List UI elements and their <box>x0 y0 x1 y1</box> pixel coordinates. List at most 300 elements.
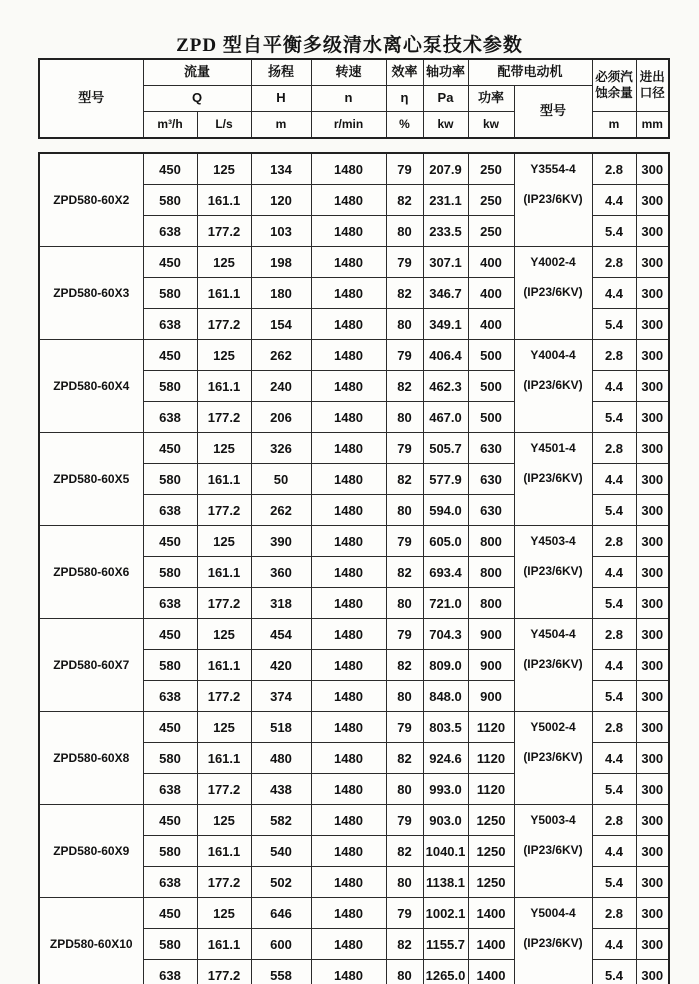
value-cell-h: 390 <box>251 526 311 557</box>
value-cell-n: 1480 <box>311 681 386 712</box>
value-cell-q_m3h: 450 <box>143 712 197 743</box>
value-cell-dn: 300 <box>636 836 669 867</box>
value-cell-q_m3h: 450 <box>143 805 197 836</box>
value-cell-n: 1480 <box>311 743 386 774</box>
value-cell-n: 1480 <box>311 650 386 681</box>
value-cell-npsh: 4.4 <box>592 557 636 588</box>
value-cell-q_ls: 177.2 <box>197 402 251 433</box>
value-cell-dn: 300 <box>636 557 669 588</box>
spec-row <box>39 247 669 278</box>
value-cell-dn: 300 <box>636 960 669 984</box>
value-cell-npsh: 2.8 <box>592 898 636 929</box>
value-cell-eta: 82 <box>386 278 423 309</box>
value-cell-h: 374 <box>251 681 311 712</box>
unit-npsh: m <box>592 112 636 139</box>
value-cell-q_m3h: 580 <box>143 464 197 495</box>
col-header-shaft-power: 轴功率 <box>423 59 468 86</box>
value-cell-dn: 300 <box>636 929 669 960</box>
value-cell-h: 240 <box>251 371 311 402</box>
spec-row <box>39 340 669 371</box>
value-cell-pa: 406.4 <box>423 340 468 371</box>
value-cell-q_m3h: 580 <box>143 743 197 774</box>
symbol-head: H <box>251 86 311 112</box>
value-cell-q_ls: 161.1 <box>197 557 251 588</box>
motor-enclosure: (IP23/6KV) <box>523 564 583 578</box>
value-cell-q_ls: 161.1 <box>197 278 251 309</box>
value-cell-pa: 233.5 <box>423 216 468 247</box>
value-cell-dn: 300 <box>636 309 669 340</box>
value-cell-npsh: 2.8 <box>592 712 636 743</box>
value-cell-n: 1480 <box>311 278 386 309</box>
value-cell-kw: 800 <box>468 526 514 557</box>
unit-flow-m3h: m³/h <box>143 112 197 139</box>
symbol-flow: Q <box>143 86 251 112</box>
value-cell-q_m3h: 450 <box>143 898 197 929</box>
value-cell-dn: 300 <box>636 526 669 557</box>
value-cell-eta: 80 <box>386 309 423 340</box>
col-header-flow: 流量 <box>143 59 251 86</box>
value-cell-n: 1480 <box>311 774 386 805</box>
value-cell-n: 1480 <box>311 309 386 340</box>
value-cell-n: 1480 <box>311 805 386 836</box>
value-cell-eta: 79 <box>386 898 423 929</box>
value-cell-q_ls: 125 <box>197 805 251 836</box>
value-cell-dn: 300 <box>636 153 669 185</box>
value-cell-q_ls: 161.1 <box>197 929 251 960</box>
value-cell-dn: 300 <box>636 650 669 681</box>
value-cell-h: 360 <box>251 557 311 588</box>
value-cell-h: 600 <box>251 929 311 960</box>
port-label-line1: 进出 <box>639 69 665 84</box>
pump-model-cell: ZPD580-60X7 <box>39 619 143 712</box>
value-cell-eta: 82 <box>386 464 423 495</box>
value-cell-kw: 630 <box>468 495 514 526</box>
spec-row <box>39 433 669 464</box>
value-cell-q_ls: 177.2 <box>197 681 251 712</box>
motor-model-cell <box>514 247 592 340</box>
motor-model-cell <box>514 712 592 805</box>
value-cell-q_ls: 177.2 <box>197 495 251 526</box>
value-cell-q_ls: 125 <box>197 247 251 278</box>
value-cell-kw: 1120 <box>468 774 514 805</box>
motor-enclosure: (IP23/6KV) <box>523 285 583 299</box>
value-cell-npsh: 4.4 <box>592 185 636 216</box>
value-cell-dn: 300 <box>636 681 669 712</box>
value-cell-dn: 300 <box>636 278 669 309</box>
value-cell-h: 318 <box>251 588 311 619</box>
pump-model-cell: ZPD580-60X4 <box>39 340 143 433</box>
value-cell-kw: 250 <box>468 216 514 247</box>
value-cell-kw: 1400 <box>468 960 514 984</box>
value-cell-npsh: 5.4 <box>592 588 636 619</box>
motor-model-cell <box>514 153 592 247</box>
pump-model-cell: ZPD580-60X10 <box>39 898 143 984</box>
motor-enclosure: (IP23/6KV) <box>523 750 583 764</box>
value-cell-q_m3h: 638 <box>143 402 197 433</box>
value-cell-dn: 300 <box>636 619 669 650</box>
value-cell-q_m3h: 580 <box>143 836 197 867</box>
value-cell-q_ls: 177.2 <box>197 774 251 805</box>
value-cell-q_ls: 161.1 <box>197 464 251 495</box>
value-cell-eta: 79 <box>386 619 423 650</box>
value-cell-kw: 500 <box>468 402 514 433</box>
value-cell-h: 103 <box>251 216 311 247</box>
value-cell-npsh: 2.8 <box>592 340 636 371</box>
value-cell-npsh: 4.4 <box>592 464 636 495</box>
value-cell-pa: 207.9 <box>423 153 468 185</box>
value-cell-kw: 1250 <box>468 836 514 867</box>
value-cell-kw: 1400 <box>468 898 514 929</box>
value-cell-q_ls: 161.1 <box>197 371 251 402</box>
unit-speed: r/min <box>311 112 386 139</box>
value-cell-q_ls: 125 <box>197 619 251 650</box>
motor-model: Y5004-4 <box>530 906 576 920</box>
motor-model: Y4004-4 <box>530 348 576 362</box>
value-cell-npsh: 4.4 <box>592 743 636 774</box>
value-cell-h: 502 <box>251 867 311 898</box>
value-cell-npsh: 5.4 <box>592 216 636 247</box>
value-cell-pa: 924.6 <box>423 743 468 774</box>
value-cell-q_ls: 177.2 <box>197 588 251 619</box>
value-cell-npsh: 5.4 <box>592 402 636 433</box>
symbol-efficiency: η <box>386 86 423 112</box>
value-cell-npsh: 2.8 <box>592 153 636 185</box>
value-cell-q_m3h: 450 <box>143 433 197 464</box>
spec-table-header <box>38 58 670 139</box>
motor-model: Y4504-4 <box>530 627 576 641</box>
value-cell-h: 582 <box>251 805 311 836</box>
value-cell-q_ls: 125 <box>197 526 251 557</box>
header-row-1 <box>39 59 669 86</box>
value-cell-dn: 300 <box>636 185 669 216</box>
motor-model-cell <box>514 526 592 619</box>
spec-table-body <box>39 153 669 984</box>
col-header-motor-model: 型号 <box>514 86 592 139</box>
col-header-pump-model: 型号 <box>39 59 143 138</box>
value-cell-q_m3h: 638 <box>143 309 197 340</box>
value-cell-h: 518 <box>251 712 311 743</box>
value-cell-pa: 1265.0 <box>423 960 468 984</box>
value-cell-dn: 300 <box>636 898 669 929</box>
value-cell-npsh: 4.4 <box>592 278 636 309</box>
spec-table <box>38 152 670 984</box>
value-cell-n: 1480 <box>311 712 386 743</box>
value-cell-h: 120 <box>251 185 311 216</box>
motor-model: Y3554-4 <box>530 162 576 176</box>
value-cell-q_m3h: 638 <box>143 495 197 526</box>
value-cell-kw: 630 <box>468 433 514 464</box>
pump-model-cell: ZPD580-60X8 <box>39 712 143 805</box>
value-cell-h: 646 <box>251 898 311 929</box>
value-cell-kw: 900 <box>468 681 514 712</box>
pump-model-cell: ZPD580-60X6 <box>39 526 143 619</box>
value-cell-eta: 80 <box>386 867 423 898</box>
symbol-speed: n <box>311 86 386 112</box>
value-cell-q_ls: 125 <box>197 153 251 185</box>
value-cell-q_ls: 177.2 <box>197 309 251 340</box>
value-cell-q_ls: 177.2 <box>197 216 251 247</box>
value-cell-q_m3h: 450 <box>143 247 197 278</box>
motor-model-cell <box>514 340 592 433</box>
motor-enclosure: (IP23/6KV) <box>523 192 583 206</box>
value-cell-h: 50 <box>251 464 311 495</box>
spec-row <box>39 712 669 743</box>
value-cell-eta: 80 <box>386 402 423 433</box>
value-cell-h: 206 <box>251 402 311 433</box>
value-cell-pa: 704.3 <box>423 619 468 650</box>
motor-model-cell <box>514 898 592 984</box>
value-cell-n: 1480 <box>311 247 386 278</box>
value-cell-eta: 80 <box>386 216 423 247</box>
value-cell-h: 198 <box>251 247 311 278</box>
value-cell-kw: 250 <box>468 185 514 216</box>
value-cell-pa: 505.7 <box>423 433 468 464</box>
value-cell-q_m3h: 450 <box>143 153 197 185</box>
value-cell-pa: 307.1 <box>423 247 468 278</box>
value-cell-n: 1480 <box>311 898 386 929</box>
value-cell-npsh: 2.8 <box>592 526 636 557</box>
pump-model-cell: ZPD580-60X9 <box>39 805 143 898</box>
value-cell-q_ls: 161.1 <box>197 836 251 867</box>
value-cell-pa: 577.9 <box>423 464 468 495</box>
page-title: ZPD 型自平衡多级清水离心泵技术参数 <box>176 35 523 56</box>
value-cell-n: 1480 <box>311 464 386 495</box>
value-cell-q_m3h: 580 <box>143 929 197 960</box>
value-cell-h: 262 <box>251 495 311 526</box>
value-cell-h: 454 <box>251 619 311 650</box>
value-cell-kw: 900 <box>468 619 514 650</box>
value-cell-eta: 79 <box>386 805 423 836</box>
value-cell-kw: 400 <box>468 278 514 309</box>
value-cell-n: 1480 <box>311 836 386 867</box>
value-cell-q_m3h: 638 <box>143 867 197 898</box>
value-cell-q_m3h: 638 <box>143 960 197 984</box>
npsh-label-line1: 必须汽 <box>595 69 633 84</box>
value-cell-pa: 594.0 <box>423 495 468 526</box>
col-header-motor-group: 配带电动机 <box>468 59 592 86</box>
value-cell-pa: 721.0 <box>423 588 468 619</box>
value-cell-pa: 349.1 <box>423 309 468 340</box>
value-cell-dn: 300 <box>636 588 669 619</box>
value-cell-q_ls: 177.2 <box>197 867 251 898</box>
value-cell-q_m3h: 450 <box>143 526 197 557</box>
value-cell-q_ls: 161.1 <box>197 185 251 216</box>
value-cell-dn: 300 <box>636 805 669 836</box>
value-cell-n: 1480 <box>311 557 386 588</box>
motor-model: Y4501-4 <box>530 441 576 455</box>
value-cell-eta: 82 <box>386 557 423 588</box>
npsh-label-line2: 蚀余量 <box>595 85 633 100</box>
value-cell-q_m3h: 638 <box>143 588 197 619</box>
value-cell-kw: 800 <box>468 588 514 619</box>
value-cell-pa: 605.0 <box>423 526 468 557</box>
value-cell-pa: 903.0 <box>423 805 468 836</box>
value-cell-pa: 1155.7 <box>423 929 468 960</box>
value-cell-eta: 79 <box>386 712 423 743</box>
value-cell-n: 1480 <box>311 433 386 464</box>
col-header-speed: 转速 <box>311 59 386 86</box>
value-cell-dn: 300 <box>636 402 669 433</box>
motor-model-cell <box>514 433 592 526</box>
value-cell-n: 1480 <box>311 402 386 433</box>
value-cell-pa: 1138.1 <box>423 867 468 898</box>
value-cell-n: 1480 <box>311 929 386 960</box>
value-cell-kw: 1400 <box>468 929 514 960</box>
pump-model-cell: ZPD580-60X5 <box>39 433 143 526</box>
col-header-npsh <box>592 59 636 112</box>
value-cell-h: 154 <box>251 309 311 340</box>
value-cell-q_ls: 177.2 <box>197 960 251 984</box>
value-cell-kw: 500 <box>468 371 514 402</box>
spec-row <box>39 619 669 650</box>
value-cell-eta: 80 <box>386 681 423 712</box>
value-cell-pa: 693.4 <box>423 557 468 588</box>
unit-motor-power: kw <box>468 112 514 139</box>
spec-row <box>39 898 669 929</box>
value-cell-eta: 79 <box>386 153 423 185</box>
spec-row <box>39 153 669 185</box>
symbol-shaft-power: Pa <box>423 86 468 112</box>
spec-row <box>39 526 669 557</box>
unit-shaft-power: kw <box>423 112 468 139</box>
col-header-port <box>636 59 669 112</box>
value-cell-h: 480 <box>251 743 311 774</box>
value-cell-eta: 82 <box>386 929 423 960</box>
value-cell-q_ls: 125 <box>197 712 251 743</box>
value-cell-dn: 300 <box>636 743 669 774</box>
value-cell-npsh: 5.4 <box>592 681 636 712</box>
value-cell-pa: 346.7 <box>423 278 468 309</box>
value-cell-q_ls: 161.1 <box>197 650 251 681</box>
value-cell-n: 1480 <box>311 960 386 984</box>
value-cell-dn: 300 <box>636 216 669 247</box>
value-cell-npsh: 5.4 <box>592 960 636 984</box>
value-cell-kw: 400 <box>468 309 514 340</box>
value-cell-n: 1480 <box>311 371 386 402</box>
value-cell-q_ls: 125 <box>197 340 251 371</box>
value-cell-eta: 82 <box>386 185 423 216</box>
value-cell-npsh: 2.8 <box>592 619 636 650</box>
value-cell-n: 1480 <box>311 588 386 619</box>
value-cell-pa: 1040.1 <box>423 836 468 867</box>
value-cell-eta: 82 <box>386 650 423 681</box>
value-cell-kw: 1120 <box>468 712 514 743</box>
value-cell-q_m3h: 580 <box>143 185 197 216</box>
value-cell-h: 134 <box>251 153 311 185</box>
unit-flow-ls: L/s <box>197 112 251 139</box>
value-cell-h: 262 <box>251 340 311 371</box>
value-cell-kw: 900 <box>468 650 514 681</box>
value-cell-eta: 79 <box>386 247 423 278</box>
motor-model: Y5003-4 <box>530 813 576 827</box>
value-cell-eta: 79 <box>386 340 423 371</box>
value-cell-pa: 993.0 <box>423 774 468 805</box>
motor-model-cell <box>514 805 592 898</box>
value-cell-pa: 1002.1 <box>423 898 468 929</box>
port-label-line2: 口径 <box>639 85 665 100</box>
value-cell-dn: 300 <box>636 712 669 743</box>
value-cell-q_ls: 161.1 <box>197 743 251 774</box>
motor-model: Y5002-4 <box>530 720 576 734</box>
value-cell-h: 558 <box>251 960 311 984</box>
value-cell-q_m3h: 580 <box>143 371 197 402</box>
value-cell-dn: 300 <box>636 340 669 371</box>
value-cell-kw: 250 <box>468 153 514 185</box>
value-cell-eta: 82 <box>386 836 423 867</box>
value-cell-eta: 80 <box>386 774 423 805</box>
unit-efficiency: % <box>386 112 423 139</box>
value-cell-q_m3h: 580 <box>143 557 197 588</box>
motor-model-cell <box>514 619 592 712</box>
value-cell-dn: 300 <box>636 495 669 526</box>
value-cell-dn: 300 <box>636 433 669 464</box>
value-cell-n: 1480 <box>311 340 386 371</box>
value-cell-q_m3h: 450 <box>143 619 197 650</box>
motor-model: Y4503-4 <box>530 534 576 548</box>
value-cell-n: 1480 <box>311 185 386 216</box>
value-cell-npsh: 4.4 <box>592 650 636 681</box>
value-cell-q_m3h: 638 <box>143 774 197 805</box>
value-cell-h: 180 <box>251 278 311 309</box>
value-cell-q_m3h: 638 <box>143 216 197 247</box>
value-cell-pa: 848.0 <box>423 681 468 712</box>
value-cell-eta: 82 <box>386 371 423 402</box>
pump-model-cell: ZPD580-60X2 <box>39 153 143 247</box>
value-cell-kw: 1120 <box>468 743 514 774</box>
value-cell-q_m3h: 580 <box>143 650 197 681</box>
motor-enclosure: (IP23/6KV) <box>523 657 583 671</box>
value-cell-q_m3h: 638 <box>143 681 197 712</box>
value-cell-h: 326 <box>251 433 311 464</box>
unit-port: mm <box>636 112 669 139</box>
value-cell-dn: 300 <box>636 867 669 898</box>
spec-row <box>39 805 669 836</box>
value-cell-npsh: 5.4 <box>592 495 636 526</box>
value-cell-npsh: 4.4 <box>592 836 636 867</box>
value-cell-pa: 467.0 <box>423 402 468 433</box>
value-cell-h: 540 <box>251 836 311 867</box>
value-cell-n: 1480 <box>311 526 386 557</box>
motor-model: Y4002-4 <box>530 255 576 269</box>
value-cell-npsh: 5.4 <box>592 309 636 340</box>
unit-head: m <box>251 112 311 139</box>
value-cell-dn: 300 <box>636 464 669 495</box>
value-cell-n: 1480 <box>311 619 386 650</box>
value-cell-n: 1480 <box>311 867 386 898</box>
value-cell-kw: 630 <box>468 464 514 495</box>
value-cell-h: 438 <box>251 774 311 805</box>
value-cell-pa: 803.5 <box>423 712 468 743</box>
value-cell-pa: 809.0 <box>423 650 468 681</box>
motor-enclosure: (IP23/6KV) <box>523 843 583 857</box>
value-cell-n: 1480 <box>311 216 386 247</box>
value-cell-kw: 400 <box>468 247 514 278</box>
value-cell-n: 1480 <box>311 153 386 185</box>
value-cell-npsh: 2.8 <box>592 433 636 464</box>
value-cell-npsh: 2.8 <box>592 805 636 836</box>
value-cell-h: 420 <box>251 650 311 681</box>
value-cell-npsh: 5.4 <box>592 774 636 805</box>
value-cell-n: 1480 <box>311 495 386 526</box>
value-cell-eta: 79 <box>386 526 423 557</box>
col-header-motor-power: 功率 <box>468 86 514 112</box>
pump-model-cell: ZPD580-60X3 <box>39 247 143 340</box>
value-cell-dn: 300 <box>636 371 669 402</box>
motor-enclosure: (IP23/6KV) <box>523 471 583 485</box>
value-cell-npsh: 2.8 <box>592 247 636 278</box>
col-header-head: 扬程 <box>251 59 311 86</box>
value-cell-dn: 300 <box>636 774 669 805</box>
